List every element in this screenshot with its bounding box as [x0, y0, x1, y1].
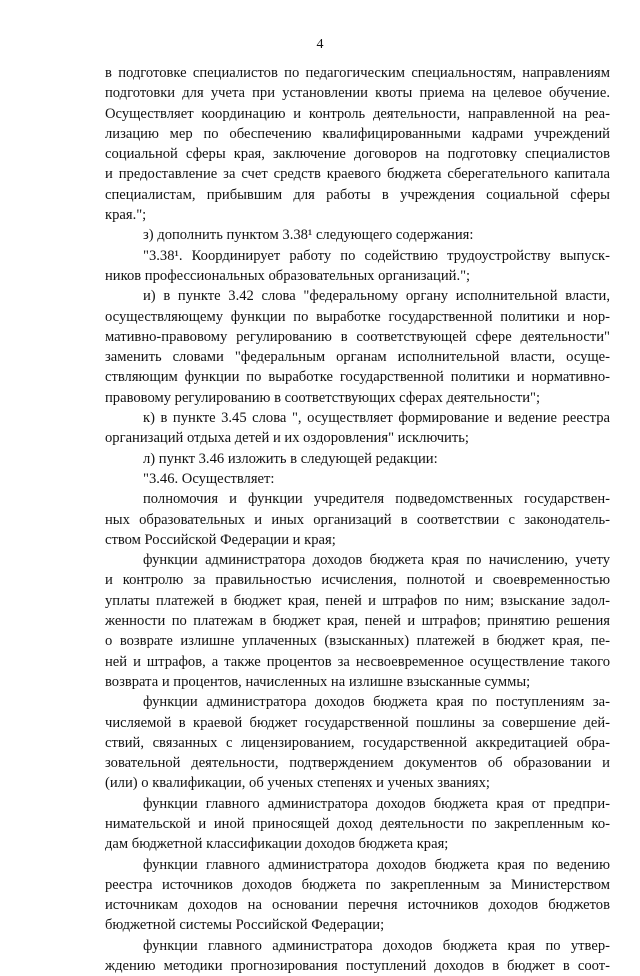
- text-line: специалистам, прибывшим для работы в учреждения социальной сферы: [105, 186, 610, 203]
- text-line: осуществляющему функции по выработке государственной политики и нор-: [105, 308, 610, 325]
- text-line: числяемой в краевой бюджет государственной пошлины за совершение дей-: [105, 714, 610, 731]
- page-number: 4: [316, 37, 324, 52]
- text-line: социальной сферы края, заключение договоров на подготовку специалистов: [105, 146, 610, 163]
- text-line: возврата и процентов, начисленных на излишне взысканные суммы;: [105, 673, 531, 690]
- text-line: ников профессиональных образовательных организаций.";: [105, 267, 471, 284]
- document-body: [105, 63, 610, 976]
- text-line: зовательной деятельности, подтверждением документов об образовании и: [105, 755, 610, 772]
- text-line: ством Российской Федерации и края;: [105, 531, 336, 548]
- text-line: з) дополнить пунктом 3.38¹ следующего содержания:: [143, 227, 474, 244]
- text-line: нимательской и иной приносящей доход деятельности по закрепленным ко-: [105, 815, 610, 832]
- text-line: (или) о квалификации, об ученых степенях и ученых званиях;: [105, 775, 490, 792]
- text-line: реестра источников доходов бюджета по закрепленным за Министерством: [105, 876, 610, 893]
- text-line: заменить словами "федеральным органам исполнительной власти, осуще-: [105, 349, 610, 366]
- text-line: организаций отдыха детей и их оздоровления" исключить;: [105, 430, 469, 447]
- text-line: Осуществляет координацию и контроль деятельности, направленной на реа-: [105, 105, 610, 122]
- text-line: ных образовательных и иных организаций в соответствии с законодатель-: [105, 511, 610, 528]
- text-line: бюджетной системы Российской Федерации;: [105, 917, 385, 934]
- text-line: мативно-правовому регулированию в соответствующей сфере деятельности": [105, 328, 610, 345]
- text-line: функции администратора доходов бюджета края по поступлениям за-: [143, 694, 610, 711]
- text-line: и) в пункте 3.42 слова "федеральному органу исполнительной власти,: [143, 288, 610, 305]
- text-line: функции главного администратора доходов бюджета края по утвер-: [143, 937, 610, 954]
- text-line: ждению методики прогнозирования поступлений доходов в бюджет в соот-: [105, 958, 610, 975]
- text-line: уплаты платежей в бюджет края, пеней и штрафов по ним; взыскание задол-: [105, 592, 610, 609]
- text-line: ней и штрафов, а также процентов за несвоевременное осуществление такого: [105, 653, 610, 670]
- text-line: и контролю за правильностью исчисления, полнотой и своевременностью: [105, 572, 610, 589]
- text-line: "3.46. Осуществляет:: [143, 470, 275, 487]
- text-line: функции главного администратора доходов бюджета края от предпри-: [143, 795, 610, 812]
- text-line: "3.38¹. Координирует работу по содействию трудоустройству выпуск-: [143, 247, 610, 264]
- text-line: источникам доходов на основании перечня источников доходов бюджетов: [105, 897, 610, 914]
- text-line: ствий, связанных с лицензированием, государственной аккредитацией обра-: [105, 734, 610, 751]
- text-line: подготовки для учета при установлении квоты приема на целевое обучение.: [105, 85, 610, 102]
- text-line: лизацию мер по обеспечению квалифицированными кадрами учреждений: [105, 125, 610, 142]
- text-line: края.";: [105, 207, 147, 224]
- text-line: о возврате излишне уплаченных (взысканных) платежей в бюджет края, пе-: [105, 633, 610, 650]
- text-line: к) в пункте 3.45 слова ", осуществляет формирование и ведение реестра: [143, 410, 610, 427]
- text-line: дам бюджетной классификации доходов бюджета края;: [105, 836, 449, 853]
- text-line: л) пункт 3.46 изложить в следующей редакции:: [143, 450, 438, 467]
- text-line: функции главного администратора доходов бюджета края по ведению: [143, 856, 610, 873]
- text-line: женности по платежам в бюджет края, пеней и штрафов; принятию решения: [105, 613, 610, 630]
- text-line: функции администратора доходов бюджета края по начислению, учету: [143, 552, 610, 569]
- text-line: ствляющим функции по выработке государственной политики и нормативно-: [105, 369, 610, 386]
- text-line: в подготовке специалистов по педагогическим специальностям, направлениям: [105, 65, 610, 81]
- text-line: полномочия и функции учредителя подведомственных государствен-: [143, 491, 610, 508]
- text-line: и предоставление за счет средств краевого бюджета сберегательного капитала: [105, 166, 610, 183]
- text-line: правовому регулированию в соответствующих сферах деятельности";: [105, 389, 541, 406]
